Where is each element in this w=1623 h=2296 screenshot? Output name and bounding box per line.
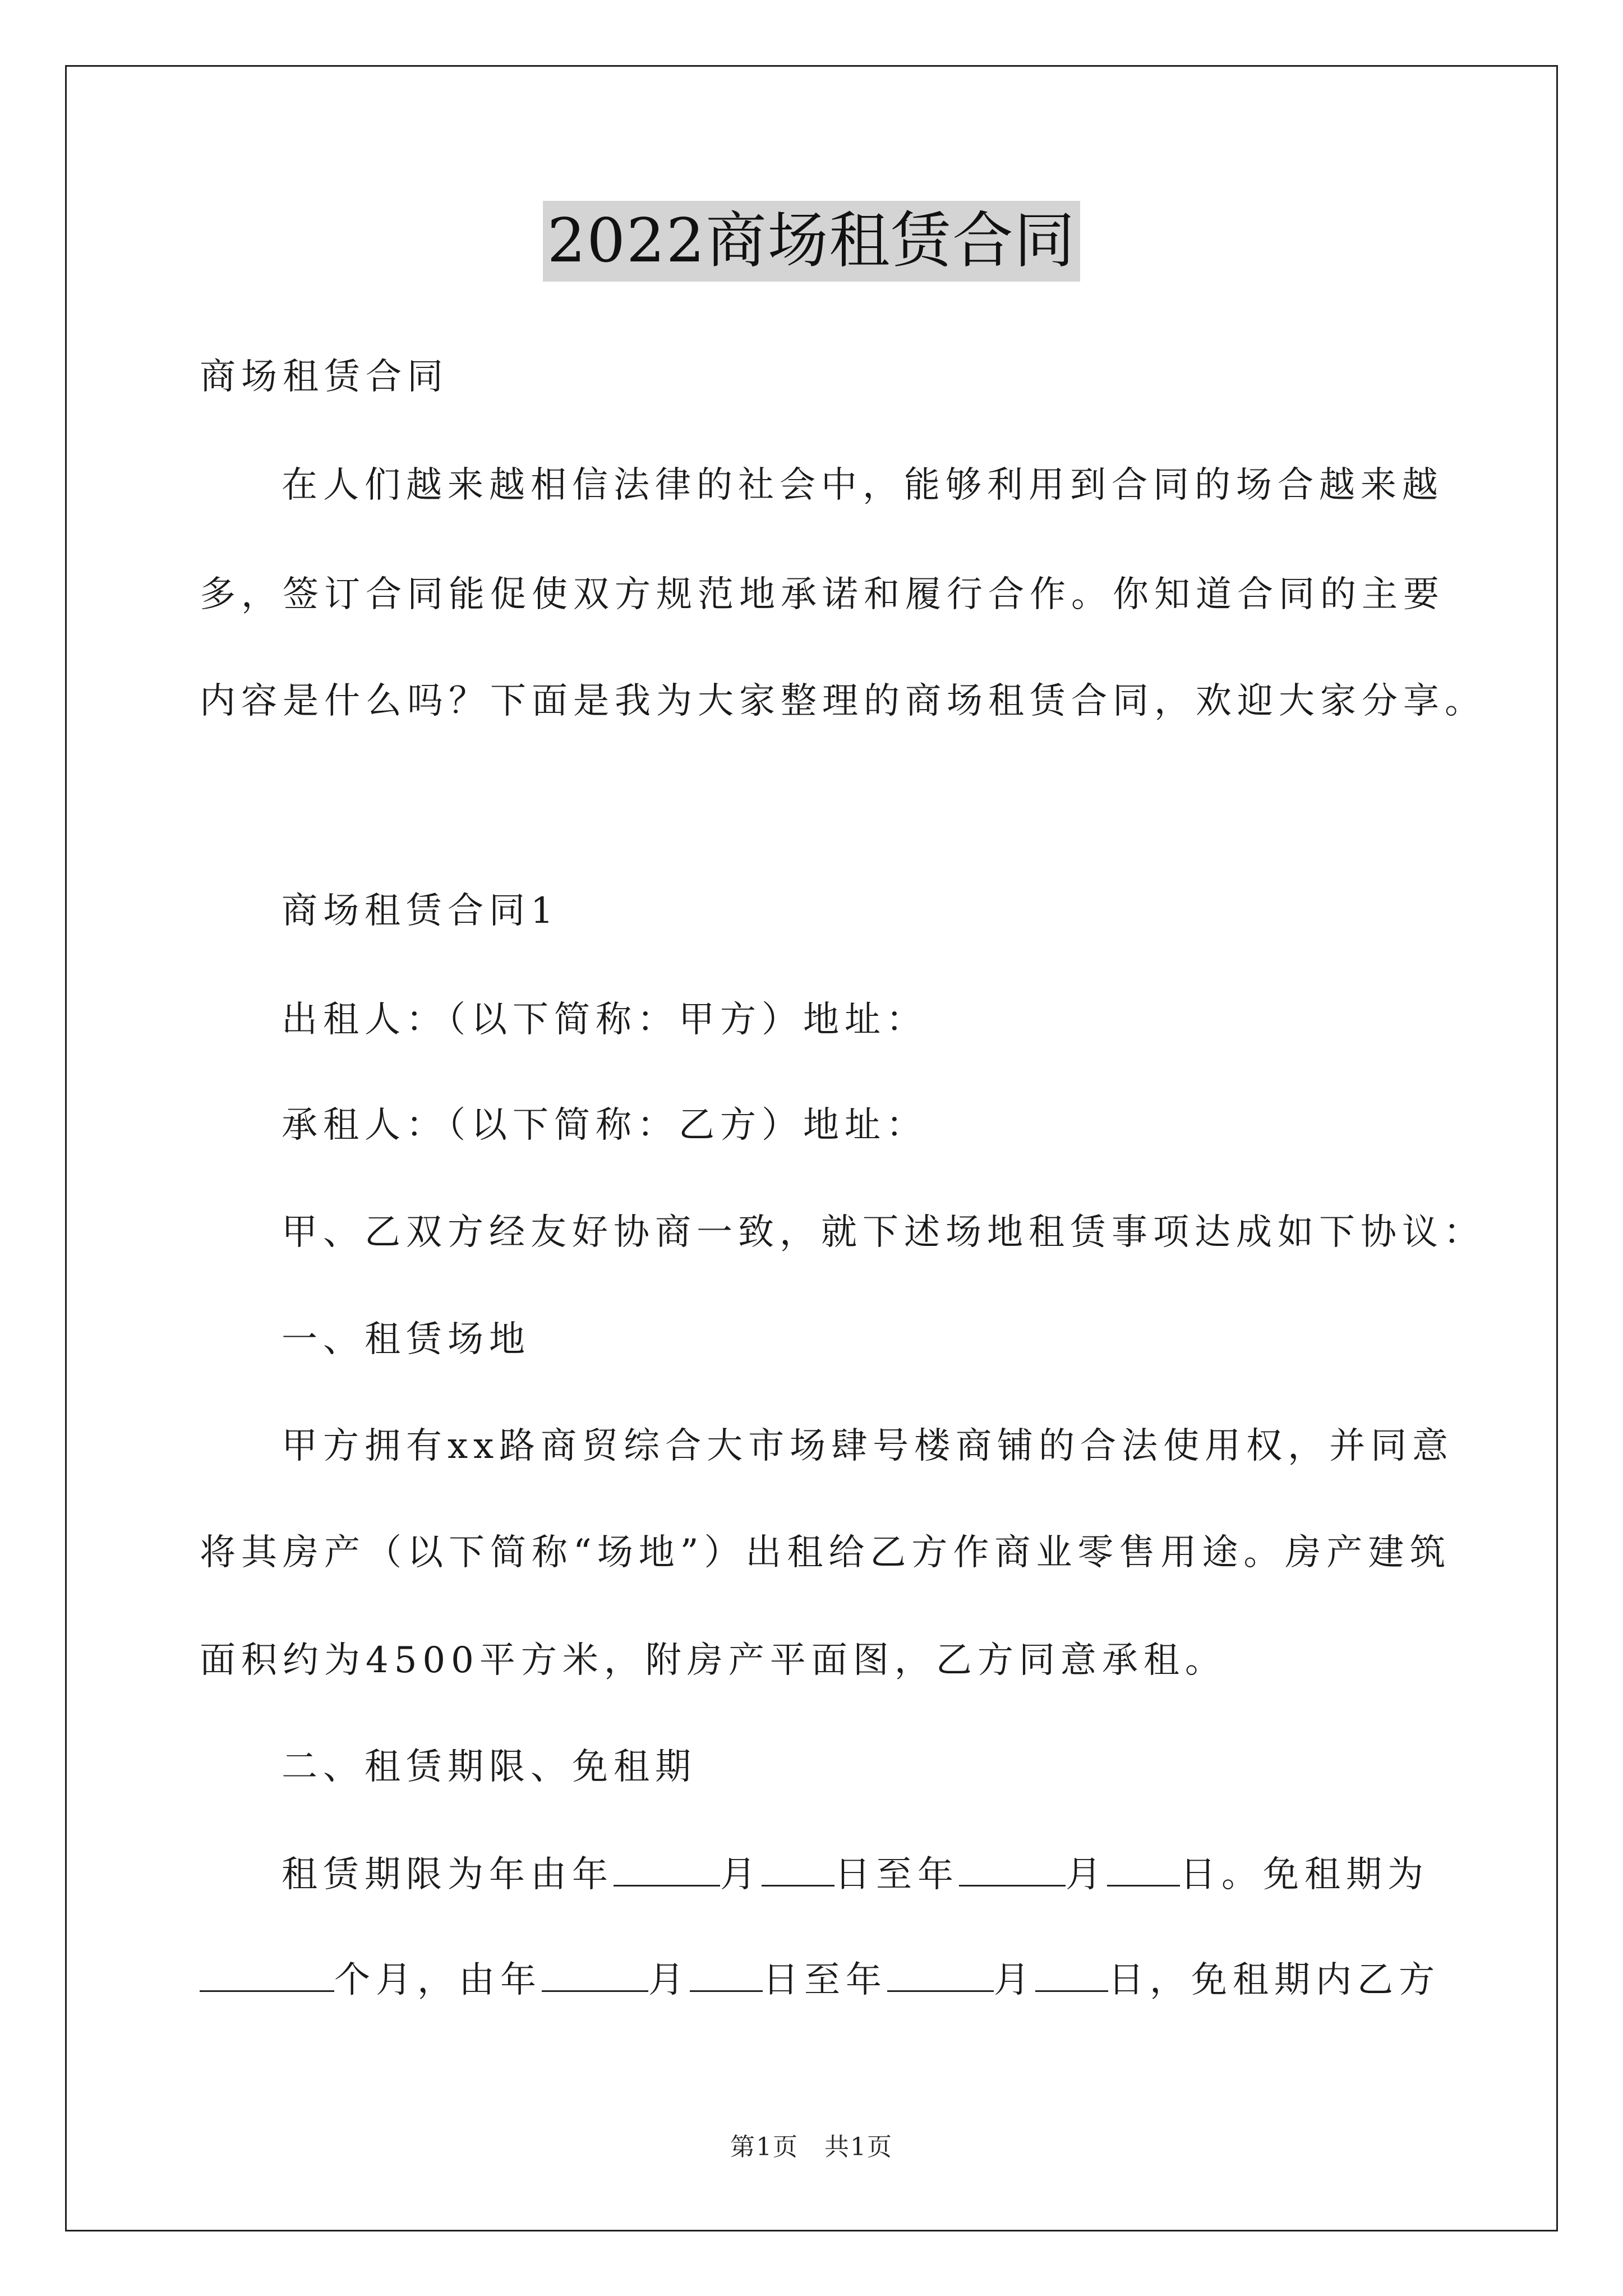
- section2-line-1: [282, 1851, 1429, 1897]
- intro-line-2: 多，签订合同能促使双方规范地承诺和履行合作。你知道合同的主要: [200, 574, 1445, 615]
- free-text-b: 月: [648, 1959, 690, 2001]
- intro-line-3: 内容是什么吗？下面是我为大家整理的商场租赁合同，欢迎大家分享。: [200, 680, 1486, 722]
- agreement-line: 甲、乙双方经友好协商一致，就下述场地租赁事项达成如下协议：: [282, 1212, 1485, 1253]
- section2-heading: 二、租赁期限、免租期: [282, 1746, 697, 1788]
- document-subtitle: 商场租赁合同: [200, 356, 449, 398]
- free-text-c: 日至年: [763, 1959, 887, 2001]
- year-blank: [614, 1851, 720, 1887]
- title-container: [0, 201, 1623, 282]
- term-text-d: 月: [1066, 1854, 1107, 1895]
- section1-heading: 一、租赁场地: [282, 1319, 531, 1360]
- free-text-a: 个月，由年: [334, 1959, 542, 2001]
- page-footer: 第1页 共1页: [730, 2133, 893, 2161]
- section1-line-3: 面积约为4500平方米，附房产平面图，乙方同意承租。: [200, 1640, 1227, 1681]
- month-blank: [762, 1851, 834, 1887]
- term-text-b: 月: [720, 1854, 762, 1895]
- term-text-e: 日。免租期为: [1180, 1854, 1429, 1895]
- term-text-a: 租赁期限为年由年: [282, 1854, 614, 1895]
- contract-heading: 商场租赁合同1: [282, 890, 559, 932]
- lessor-line: 出租人：（以下简称：甲方）地址：: [282, 999, 928, 1041]
- section2-line-2: [200, 1957, 1440, 2003]
- section1-line-1: 甲方拥有xx路商贸综合大市场肆号楼商铺的合法使用权，并同意: [282, 1425, 1454, 1467]
- intro-line-1: 在人们越来越相信法律的社会中，能够利用到合同的场合越来越: [282, 464, 1444, 506]
- months-blank: [200, 1957, 334, 1992]
- year-blank: [887, 1957, 994, 1992]
- document-title: 2022商场租赁合同: [543, 201, 1081, 282]
- term-text-c: 日至年: [834, 1854, 959, 1895]
- day-blank: [1035, 1957, 1108, 1992]
- lessee-line: 承租人：（以下简称：乙方）地址：: [282, 1105, 928, 1146]
- year-blank: [959, 1851, 1066, 1887]
- year-blank: [542, 1957, 648, 1992]
- day-blank: [1107, 1851, 1180, 1887]
- free-text-e: 日，免租期内乙方: [1108, 1959, 1440, 2001]
- month-blank: [690, 1957, 763, 1992]
- free-text-d: 月: [994, 1959, 1035, 2001]
- section1-line-2: 将其房产（以下简称“场地”）出租给乙方作商业零售用途。房产建筑: [200, 1532, 1451, 1573]
